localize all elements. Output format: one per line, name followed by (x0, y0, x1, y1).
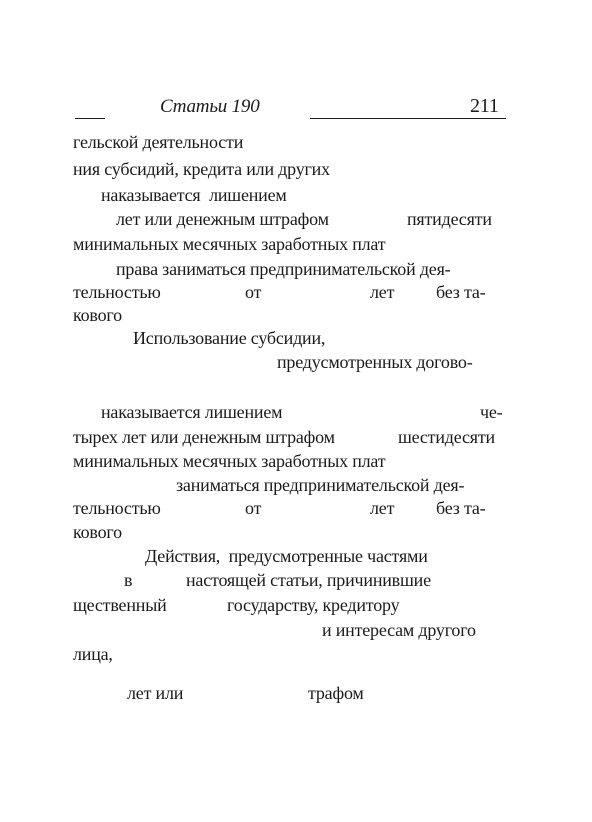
text-line: Действия, предусмотренные частями (145, 546, 428, 566)
text-fragment: настоящей статьи, причинившие (186, 570, 431, 590)
text-line: минимальных месячных заработных плат (73, 234, 386, 254)
header-right-rule (310, 118, 506, 119)
page-number: 211 (470, 95, 499, 117)
text-line: ния субсидий, кредита или других (73, 159, 330, 179)
text-fragment: тырех лет или денежным штрафом (73, 427, 335, 447)
text-fragment: тельностью (73, 282, 161, 302)
text-fragment: тельностью (73, 498, 161, 518)
text-line: лица, (73, 644, 113, 664)
text-line: Использование субсидии, (133, 328, 326, 348)
text-fragment: пятидесяти (407, 209, 492, 229)
text-fragment: от (245, 282, 262, 302)
text-line: права заниматься предпринимательской дея- (116, 259, 451, 279)
text-fragment: щественный (73, 595, 167, 615)
text-fragment: че- (480, 402, 503, 422)
text-fragment: наказывается лишением (101, 402, 283, 422)
text-line: заниматься предпринимательской дея- (176, 475, 465, 495)
text-fragment: лет (370, 282, 395, 302)
text-line: предусмотренных догово- (277, 352, 473, 372)
text-fragment: лет (370, 498, 395, 518)
text-fragment: шестидесяти (398, 427, 495, 447)
text-fragment: от (245, 498, 262, 518)
text-fragment: без та- (436, 498, 486, 518)
text-fragment: трафом (308, 683, 364, 703)
text-line: гельской деятельности (73, 132, 244, 152)
text-fragment: лет или (127, 683, 184, 703)
running-header-title: Статьи 190 (160, 96, 260, 117)
header-left-rule (75, 118, 105, 119)
text-fragment: без та- (436, 282, 486, 302)
text-fragment: в (124, 570, 133, 590)
text-line: и интересам другого (322, 620, 476, 640)
text-fragment: государству, кредитору (227, 595, 400, 615)
text-fragment: лет или денежным штрафом (116, 209, 329, 229)
text-line: наказывается лишением (101, 185, 287, 205)
text-line: минимальных месячных заработных плат (73, 451, 386, 471)
text-line: кового (73, 522, 122, 542)
text-line: кового (73, 305, 122, 325)
